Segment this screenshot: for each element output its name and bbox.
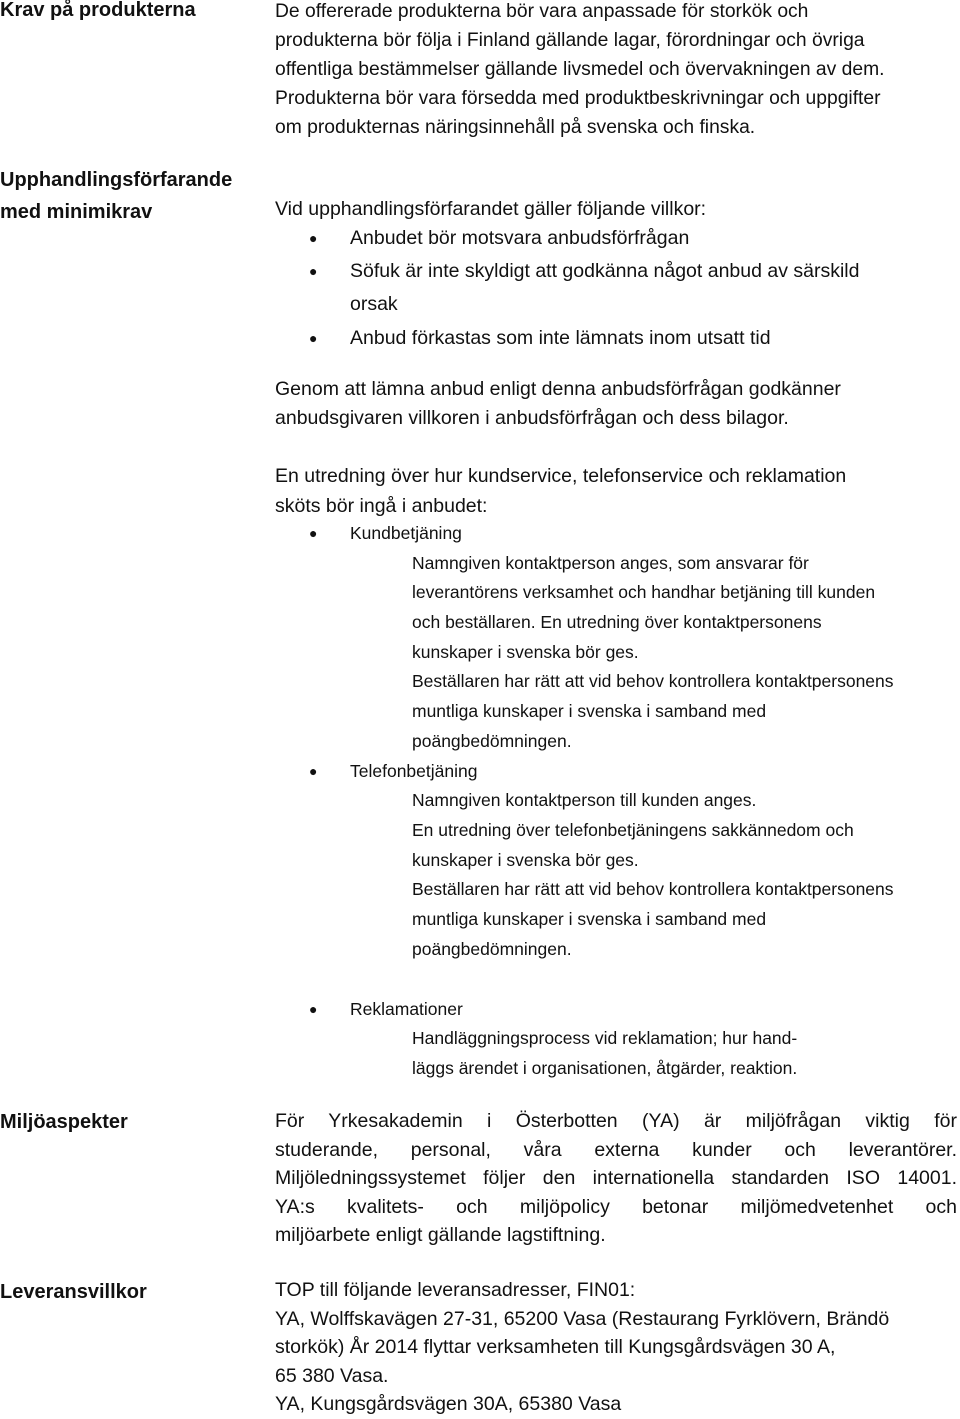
miljo-line: För Yrkesakademin i Österbotten (YA) är miljöfrågan viktig för [275,1110,957,1132]
villkor-bullet-2: Söfuk är inte skyldigt att godkänna något anbud av särskild [350,260,860,282]
genom-line: anbudsgivaren villkoren i anbudsförfrågan och dess bilagor. [275,407,789,429]
kund-line: Namngiven kontaktperson anges, som ansvarar för [412,553,809,573]
tel-title: Telefonbetjäning [350,761,478,781]
tel-line: muntliga kunskaper i svenska i samband med [412,909,767,929]
villkor-bullet-3: Anbud förkastas som inte lämnats inom utsatt tid [350,327,771,349]
kund-line: leverantörens verksamhet och handhar betjäning till kunden [412,582,876,602]
leverans-line: YA, Kungsgårdsvägen 30A, 65380 Vasa [275,1393,622,1415]
leverans-line: YA, Wolffskavägen 27-31, 65200 Vasa (Restaurang Fyrklövern, Brändö [275,1307,890,1330]
miljo-line: miljöarbete enligt gällande lagstiftning. [275,1224,606,1246]
krav-paragraph [275,0,957,142]
krav-line: Produkterna bör vara försedda med produktbeskrivningar och uppgifter [275,88,881,109]
kund-line: och beställaren. En utredning över kontaktpersonens [412,612,822,632]
krav-line: offentliga bestämmelser gällande livsmedel och övervakningen av dem. [275,59,885,80]
krav-line: De offererade produkterna bör vara anpassade för storkök och [275,1,809,22]
tel-line: En utredning över telefonbetjäningens sakkännedom och [412,820,854,840]
label-miljo: Miljöaspekter [0,1111,128,1133]
villkor-intro: Vid upphandlingsförfarandet gäller följande villkor: [275,198,707,220]
villkor-bullet-1: Anbudet bör motsvara anbudsförfrågan [350,227,690,249]
kund-title: Kundbetjäning [350,523,462,543]
tel-line: kunskaper i svenska bör ges. [412,850,639,870]
krav-line: om produkternas näringsinnehåll på svenska och finska. [275,117,756,138]
rekl-line: Handläggningsprocess vid reklamation; hur hand- [412,1028,798,1048]
villkor-bullet-2-cont: orsak [350,293,398,315]
utredning-line: sköts bör ingå i anbudet: [275,495,488,517]
rekl-line: läggs ärendet i organisationen, åtgärder, reaktion. [412,1058,798,1078]
genom-line: Genom att lämna anbud enligt denna anbudsförfrågan godkänner [275,378,841,400]
label-krav: Krav på produkterna [0,0,196,21]
label-leverans: Leveransvillkor [0,1281,147,1303]
rekl-title: Reklamationer [350,999,463,1019]
leverans-line: TOP till följande leveransadresser, FIN01: [275,1279,636,1301]
miljo-line: studerande, personal, våra externa kunder och leverantörer. [275,1138,957,1161]
utredning-intro [275,461,957,521]
krav-line: produkterna bör följa i Finland gällande lagar, förordningar och övriga [275,30,865,51]
leverans-line: 65 380 Vasa. [275,1364,389,1387]
kund-line: Beställaren har rätt att vid behov kontrollera kontaktpersonens [412,671,894,691]
miljo-paragraph [275,1107,957,1250]
bullet-icon: ● [309,1001,318,1017]
bullet-icon: ● [309,525,318,541]
label-upphandling-2: med minimikrav [0,201,153,223]
genom-paragraph [275,375,957,433]
label-upphandling-1: Upphandlingsförfarande [0,169,233,191]
tel-line: poängbedömningen. [412,939,572,959]
leverans-line: storkök) År 2014 flyttar verksamheten till Kungsgårdsvägen 30 A, [275,1336,836,1358]
kund-line: kunskaper i svenska bör ges. [412,642,639,662]
kund-line: poängbedömningen. [412,731,572,751]
kund-line: muntliga kunskaper i svenska i samband med [412,701,767,721]
utredning-line: En utredning över hur kundservice, telefonservice och reklamation [275,465,847,487]
bullet-icon: ● [309,330,318,346]
miljo-line: Miljöledningssystemet följer den internationella standarden ISO 14001. [275,1167,957,1189]
miljo-line: YA:s kvalitets- och miljöpolicy betonar miljömedvetenhet och [275,1195,957,1218]
bullet-icon: ● [309,263,318,279]
tel-line: Beställaren har rätt att vid behov kontrollera kontaktpersonens [412,879,894,899]
bullet-icon: ● [309,763,318,779]
leverans-paragraph [275,1276,957,1419]
tel-line: Namngiven kontaktperson till kunden anges. [412,790,757,810]
bullet-icon: ● [309,230,318,246]
